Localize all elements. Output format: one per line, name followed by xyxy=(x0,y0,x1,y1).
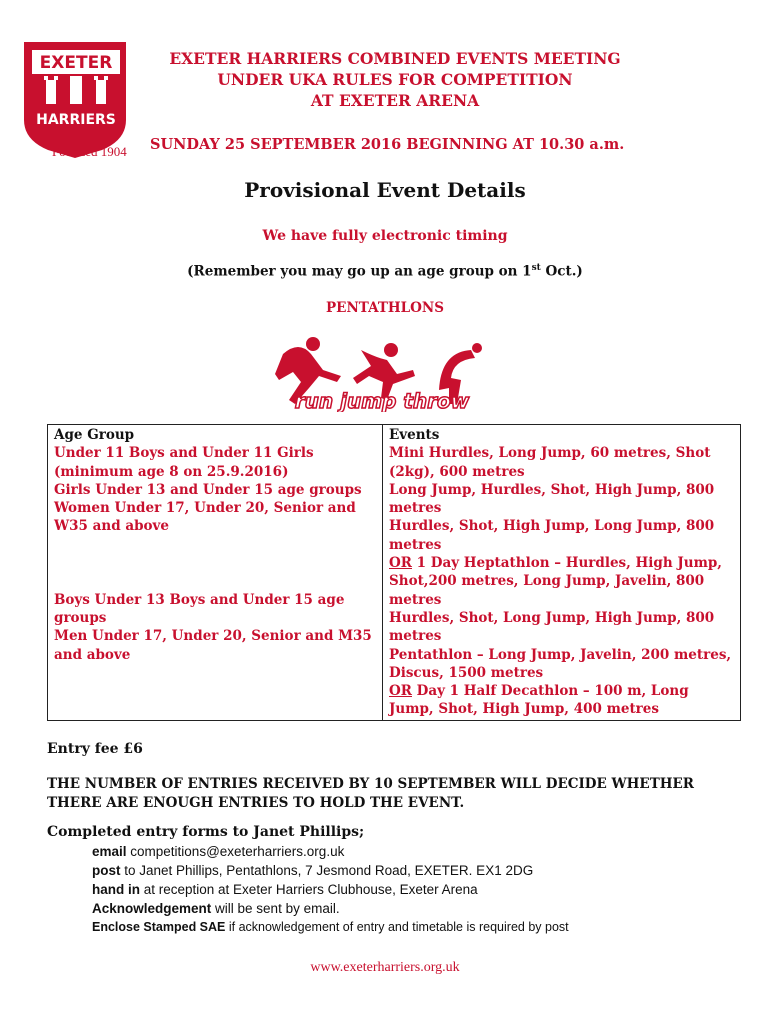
entry-fee: Entry fee £6 xyxy=(47,741,143,757)
graphic-caption: run jump throw xyxy=(294,389,470,412)
timing-note: We have fully electronic timing xyxy=(262,228,508,244)
events-cell: Hurdles, Shot, High Jump, Long Jump, 800 metres xyxy=(389,518,715,553)
age-group-cell: Women Under 17, Under 20, Senior and W35 and above xyxy=(54,500,356,535)
header-line-3: AT EXETER ARENA xyxy=(310,91,480,110)
age-group-cell: Girls Under 13 and Under 15 age groups xyxy=(54,481,362,498)
events-cell: Mini Hurdles, Long Jump, 60 metres, Shot (2kg), 600 metres xyxy=(389,445,711,480)
logo-bottom-text: HARRIERS xyxy=(36,112,116,128)
completed-forms-heading: Completed entry forms to Janet Phillips; xyxy=(47,824,365,840)
header-line-2: UNDER UKA RULES FOR COMPETITION xyxy=(217,70,573,89)
header-line-1: EXETER HARRIERS COMBINED EVENTS MEETING xyxy=(169,49,621,68)
sae-line: Enclose Stamped SAE if acknowledgement of entry and timetable is required by post xyxy=(92,920,569,934)
hand-in-line: hand in at reception at Exeter Harriers Clubhouse, Exeter Arena xyxy=(92,882,478,897)
run-jump-throw-graphic xyxy=(265,330,500,412)
age-group-cell: Men Under 17, Under 20, Senior and M35 and above xyxy=(54,628,372,663)
events-cell: Hurdles, Shot, Long Jump, High Jump, 800 metres xyxy=(389,609,715,645)
contact-lines xyxy=(92,842,569,937)
website-link[interactable]: www.exeterharriers.org.uk xyxy=(310,960,460,975)
age-group-cell: Under 11 Boys and Under 11 Girls (minimum age 8 on 25.9.2016) xyxy=(54,445,314,480)
section-heading: PENTATHLONS xyxy=(326,300,444,316)
post-line: post to Janet Phillips, Pentathlons, 7 Jesmond Road, EXETER. EX1 2DG xyxy=(92,863,534,878)
events-cell-alternative: OR Day 1 Half Decathlon – 100 m, Long Jump, Shot, High Jump, 400 metres xyxy=(389,683,689,718)
page-title: Provisional Event Details xyxy=(244,178,526,202)
events-cell: Pentathlon – Long Jump, Javelin, 200 metres, Discus, 1500 metres xyxy=(389,646,732,681)
club-logo xyxy=(22,40,132,160)
email-link[interactable]: competitions@exeterharriers.org.uk xyxy=(126,844,345,859)
email-line: email competitions@exeterharriers.org.uk xyxy=(92,844,345,859)
column-header-events: Events xyxy=(389,427,440,443)
events-cell-alternative: OR 1 Day Heptathlon – Hurdles, High Jump, Shot,200 metres, Long Jump, Javelin, 800 metres xyxy=(389,555,722,608)
events-table xyxy=(47,424,741,721)
table-row xyxy=(48,425,741,721)
event-date: SUNDAY 25 SEPTEMBER 2016 BEGINNING AT 10.30 a.m. xyxy=(150,136,625,153)
logo-top-text: EXETER xyxy=(39,53,113,73)
column-header-age: Age Group xyxy=(54,427,135,443)
entries-notice: THE NUMBER OF ENTRIES RECEIVED BY 10 SEPTEMBER WILL DECIDE WHETHER THERE ARE ENOUGH ENTRIES TO HOLD THE EVENT. xyxy=(47,776,695,811)
acknowledgement-line: Acknowledgement will be sent by email. xyxy=(92,901,340,916)
founded-text: Founded 1904 xyxy=(52,144,127,159)
age-group-cell: Boys Under 13 Boys and Under 15 age groups xyxy=(54,591,345,627)
events-cell: Long Jump, Hurdles, Shot, High Jump, 800 metres xyxy=(389,481,715,517)
age-group-note: (Remember you may go up an age group on 1st Oct.) xyxy=(187,263,583,280)
